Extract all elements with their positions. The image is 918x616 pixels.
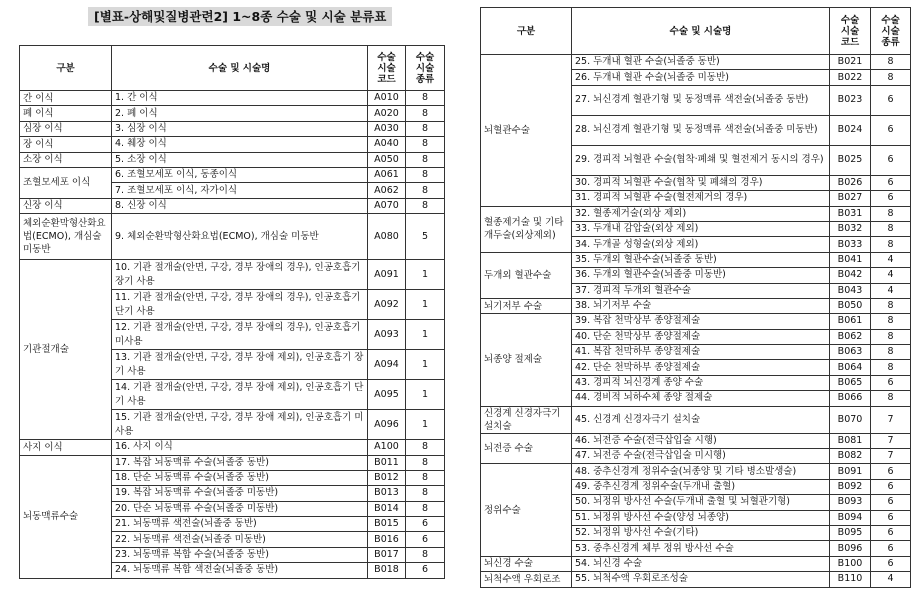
code-cell: B093: [830, 495, 871, 510]
table-row: [20, 121, 445, 136]
code-cell: B043: [830, 283, 871, 298]
type-cell: 1: [406, 260, 445, 290]
code-cell: B070: [830, 406, 871, 433]
table-row: [481, 464, 911, 479]
type-cell: 4: [871, 572, 911, 587]
code-cell: B094: [830, 510, 871, 525]
code-cell: A062: [368, 183, 406, 198]
table-row: [481, 406, 911, 433]
type-cell: 1: [406, 290, 445, 320]
category-cell: 뇌신경 수술: [481, 556, 572, 571]
name-cell: 34. 두개골 성형술(외상 제외): [572, 237, 830, 252]
name-cell: 32. 혈종제거술(외상 제외): [572, 206, 830, 221]
category-cell: 신경계 신경자극기 설치술: [481, 406, 572, 433]
name-cell: 24. 뇌동맥류 복합 색전술(뇌졸중 동반): [112, 563, 368, 578]
name-cell: 2. 폐 이식: [112, 106, 368, 121]
category-cell: 뇌종양 절제술: [481, 314, 572, 406]
name-cell: 17. 복잡 뇌동맥류 수술(뇌졸중 동반): [112, 455, 368, 470]
document-title: [별표-상해및질병관련2] 1~8종 수술 및 시술 분류표: [88, 7, 392, 26]
name-cell: 14. 기관 절개술(안면, 구강, 경부 장애 제외), 인공호흡기 단기 사용: [112, 380, 368, 410]
name-cell: 6. 조혈모세포 이식, 동종이식: [112, 167, 368, 182]
header-name: 수술 및 시술명: [572, 8, 830, 55]
name-cell: 20. 단순 뇌동맥류 수술(뇌졸중 미동반): [112, 501, 368, 516]
name-cell: 7. 조혈모세포 이식, 자가이식: [112, 183, 368, 198]
name-cell: 4. 췌장 이식: [112, 137, 368, 152]
code-cell: A096: [368, 410, 406, 440]
code-cell: B082: [830, 449, 871, 464]
code-cell: A070: [368, 198, 406, 213]
code-cell: B015: [368, 517, 406, 532]
code-cell: A030: [368, 121, 406, 136]
type-cell: 6: [871, 541, 911, 556]
name-cell: 41. 복잡 천막하부 종양절제술: [572, 345, 830, 360]
name-cell: 26. 두개내 혈관 수술(뇌졸중 미동반): [572, 70, 830, 85]
name-cell: 15. 기관 절개술(안면, 구강, 경부 장애 제외), 인공호흡기 미사용: [112, 410, 368, 440]
table-row: [20, 455, 445, 470]
table-row: [20, 91, 445, 106]
table-row: [481, 556, 911, 571]
name-cell: 18. 단순 뇌동맥류 수술(뇌졸중 동반): [112, 470, 368, 485]
type-cell: 6: [871, 510, 911, 525]
code-cell: A095: [368, 380, 406, 410]
code-cell: B110: [830, 572, 871, 587]
type-cell: 8: [871, 237, 911, 252]
name-cell: 30. 경피적 뇌혈관 수술(협착 및 폐쇄의 경우): [572, 175, 830, 190]
type-cell: 8: [406, 106, 445, 121]
category-cell: 혈종제거술 및 기타 개두술(외상제외): [481, 206, 572, 252]
type-cell: 7: [871, 433, 911, 448]
code-cell: B014: [368, 501, 406, 516]
name-cell: 35. 두개외 혈관수술(뇌졸중 동반): [572, 252, 830, 267]
name-cell: 12. 기관 절개술(안면, 구강, 경부 장애의 경우), 인공호흡기 미사용: [112, 320, 368, 350]
classification-table-left: [19, 45, 445, 579]
code-cell: A040: [368, 137, 406, 152]
type-cell: 8: [406, 121, 445, 136]
table-row: [20, 198, 445, 213]
table-row: [20, 214, 445, 260]
type-cell: 4: [871, 283, 911, 298]
name-cell: 44. 경비적 뇌하수체 종양 절제술: [572, 391, 830, 406]
type-cell: 1: [406, 410, 445, 440]
name-cell: 3. 심장 이식: [112, 121, 368, 136]
category-cell: 신장 이식: [20, 198, 112, 213]
type-cell: 8: [871, 360, 911, 375]
type-cell: 6: [871, 556, 911, 571]
name-cell: 54. 뇌신경 수술: [572, 556, 830, 571]
code-cell: B022: [830, 70, 871, 85]
code-cell: B016: [368, 532, 406, 547]
table-row: [20, 152, 445, 167]
category-cell: 뇌전증 수술: [481, 433, 572, 464]
category-cell: 심장 이식: [20, 121, 112, 136]
type-cell: 8: [406, 152, 445, 167]
name-cell: 45. 신경계 신경자극기 설치술: [572, 406, 830, 433]
code-cell: B017: [368, 547, 406, 562]
code-cell: B100: [830, 556, 871, 571]
code-cell: B041: [830, 252, 871, 267]
code-cell: B095: [830, 525, 871, 540]
category-cell: 소장 이식: [20, 152, 112, 167]
name-cell: 5. 소장 이식: [112, 152, 368, 167]
name-cell: 50. 뇌정위 방사선 수술(두개내 출혈 및 뇌혈관기형): [572, 495, 830, 510]
code-cell: A091: [368, 260, 406, 290]
code-cell: A050: [368, 152, 406, 167]
type-cell: 8: [871, 70, 911, 85]
name-cell: 28. 뇌신경계 혈관기형 및 동정맥류 색전술(뇌졸중 미동반): [572, 115, 830, 145]
name-cell: 36. 두개외 혈관수술(뇌졸중 미동반): [572, 268, 830, 283]
code-cell: A061: [368, 167, 406, 182]
code-cell: B031: [830, 206, 871, 221]
name-cell: 42. 단순 천막하부 종양절제술: [572, 360, 830, 375]
code-cell: A100: [368, 440, 406, 455]
code-cell: B026: [830, 175, 871, 190]
table-row: [481, 572, 911, 587]
type-cell: 8: [406, 91, 445, 106]
name-cell: 29. 경피적 뇌혈관 수술(협착·폐쇄 및 혈전제거 동시의 경우): [572, 145, 830, 175]
name-cell: 23. 뇌동맥류 복합 수술(뇌졸중 동반): [112, 547, 368, 562]
table-row: [481, 206, 911, 221]
code-cell: B012: [368, 470, 406, 485]
type-cell: 8: [406, 455, 445, 470]
type-cell: 8: [871, 221, 911, 236]
type-cell: 6: [871, 479, 911, 494]
name-cell: 52. 뇌정위 방사선 수술(기타): [572, 525, 830, 540]
table-row: [20, 440, 445, 455]
type-cell: 6: [871, 175, 911, 190]
code-cell: B032: [830, 221, 871, 236]
code-cell: B091: [830, 464, 871, 479]
header-name: 수술 및 시술명: [112, 46, 368, 91]
type-cell: 5: [406, 214, 445, 260]
code-cell: A020: [368, 106, 406, 121]
type-cell: 8: [871, 206, 911, 221]
type-cell: 8: [406, 470, 445, 485]
type-cell: 8: [871, 329, 911, 344]
name-cell: 37. 경피적 두개외 혈관수술: [572, 283, 830, 298]
category-cell: 조혈모세포 이식: [20, 167, 112, 198]
header-category: 구분: [481, 8, 572, 55]
category-cell: 사지 이식: [20, 440, 112, 455]
code-cell: B066: [830, 391, 871, 406]
type-cell: 6: [871, 191, 911, 206]
name-cell: 43. 경피적 뇌신경계 종양 수술: [572, 375, 830, 390]
classification-table-right: [480, 7, 911, 588]
name-cell: 48. 중추신경계 정위수술(뇌종양 및 기타 병소발생술): [572, 464, 830, 479]
type-cell: 8: [406, 547, 445, 562]
code-cell: A093: [368, 320, 406, 350]
name-cell: 25. 두개내 혈관 수술(뇌졸중 동반): [572, 55, 830, 70]
type-cell: 8: [406, 183, 445, 198]
category-cell: 뇌척수액 우회로조: [481, 572, 572, 587]
name-cell: 40. 단순 천막상부 종양절제술: [572, 329, 830, 344]
category-cell: 두개외 혈관수술: [481, 252, 572, 298]
code-cell: B064: [830, 360, 871, 375]
code-cell: B033: [830, 237, 871, 252]
name-cell: 9. 체외순환막형산화요법(ECMO), 개심술 미동반: [112, 214, 368, 260]
type-cell: 6: [871, 525, 911, 540]
table-row: [481, 314, 911, 329]
table-row: [20, 106, 445, 121]
code-cell: A092: [368, 290, 406, 320]
table-row: [481, 55, 911, 70]
header-type: 수술 시술 종류: [871, 8, 911, 55]
header-category: 구분: [20, 46, 112, 91]
category-cell: 간 이식: [20, 91, 112, 106]
name-cell: 1. 간 이식: [112, 91, 368, 106]
header-code: 수술 시술 코드: [368, 46, 406, 91]
category-cell: 장 이식: [20, 137, 112, 152]
code-cell: B081: [830, 433, 871, 448]
name-cell: 11. 기관 절개술(안면, 구강, 경부 장애의 경우), 인공호흡기 단기 사용: [112, 290, 368, 320]
category-cell: 폐 이식: [20, 106, 112, 121]
name-cell: 21. 뇌동맥류 색전술(뇌졸중 동반): [112, 517, 368, 532]
name-cell: 47. 뇌전증 수술(전극삽입술 미시행): [572, 449, 830, 464]
category-cell: 뇌기저부 수술: [481, 298, 572, 313]
type-cell: 8: [406, 137, 445, 152]
code-cell: B096: [830, 541, 871, 556]
type-cell: 8: [406, 440, 445, 455]
code-cell: B050: [830, 298, 871, 313]
type-cell: 8: [406, 198, 445, 213]
code-cell: B011: [368, 455, 406, 470]
name-cell: 49. 중추신경계 정위수술(두개내 출혈): [572, 479, 830, 494]
code-cell: A094: [368, 350, 406, 380]
name-cell: 39. 복잡 천막상부 종양절제술: [572, 314, 830, 329]
type-cell: 7: [871, 449, 911, 464]
category-cell: 뇌동맥류수술: [20, 455, 112, 578]
category-cell: 체외순환막형산화요법(ECMO), 개심술미동반: [20, 214, 112, 260]
type-cell: 7: [871, 406, 911, 433]
category-cell: 뇌혈관수술: [481, 55, 572, 207]
header-code: 수술 시술 코드: [830, 8, 871, 55]
type-cell: 6: [871, 145, 911, 175]
code-cell: B062: [830, 329, 871, 344]
type-cell: 6: [871, 375, 911, 390]
name-cell: 16. 사지 이식: [112, 440, 368, 455]
name-cell: 38. 뇌기저부 수술: [572, 298, 830, 313]
table-row: [481, 433, 911, 448]
code-cell: B025: [830, 145, 871, 175]
code-cell: B061: [830, 314, 871, 329]
type-cell: 6: [406, 517, 445, 532]
name-cell: 8. 신장 이식: [112, 198, 368, 213]
name-cell: 31. 경피적 뇌혈관 수술(혈전제거의 경우): [572, 191, 830, 206]
type-cell: 6: [871, 495, 911, 510]
type-cell: 6: [871, 464, 911, 479]
name-cell: 55. 뇌척수액 우회로조성술: [572, 572, 830, 587]
code-cell: B023: [830, 85, 871, 115]
type-cell: 1: [406, 380, 445, 410]
type-cell: 8: [871, 298, 911, 313]
name-cell: 13. 기관 절개술(안면, 구강, 경부 장애 제외), 인공호흡기 장기 사용: [112, 350, 368, 380]
code-cell: B024: [830, 115, 871, 145]
type-cell: 6: [406, 532, 445, 547]
code-cell: B021: [830, 55, 871, 70]
code-cell: B092: [830, 479, 871, 494]
code-cell: A080: [368, 214, 406, 260]
type-cell: 8: [406, 486, 445, 501]
table-row: [481, 298, 911, 313]
type-cell: 6: [871, 115, 911, 145]
type-cell: 4: [871, 252, 911, 267]
table-row: [20, 167, 445, 182]
table-row: [481, 252, 911, 267]
name-cell: 22. 뇌동맥류 색전술(뇌졸중 미동반): [112, 532, 368, 547]
type-cell: 1: [406, 350, 445, 380]
code-cell: B013: [368, 486, 406, 501]
header-type: 수술 시술 종류: [406, 46, 445, 91]
code-cell: B042: [830, 268, 871, 283]
type-cell: 6: [406, 563, 445, 578]
table-row: [20, 137, 445, 152]
type-cell: 6: [871, 85, 911, 115]
name-cell: 33. 두개내 감압술(외상 제외): [572, 221, 830, 236]
code-cell: B027: [830, 191, 871, 206]
name-cell: 10. 기관 절개술(안면, 구강, 경부 장애의 경우), 인공호흡기 장기 사용: [112, 260, 368, 290]
code-cell: A010: [368, 91, 406, 106]
name-cell: 27. 뇌신경계 혈관기형 및 동정맥류 색전술(뇌졸중 동반): [572, 85, 830, 115]
type-cell: 8: [871, 345, 911, 360]
code-cell: B065: [830, 375, 871, 390]
name-cell: 19. 복잡 뇌동맥류 수술(뇌졸중 미동반): [112, 486, 368, 501]
type-cell: 8: [871, 314, 911, 329]
name-cell: 51. 뇌정위 방사선 수술(양성 뇌종양): [572, 510, 830, 525]
code-cell: B018: [368, 563, 406, 578]
category-cell: 기관절개술: [20, 260, 112, 440]
type-cell: 1: [406, 320, 445, 350]
name-cell: 46. 뇌전증 수술(전극삽입술 시행): [572, 433, 830, 448]
type-cell: 8: [871, 55, 911, 70]
type-cell: 8: [871, 391, 911, 406]
type-cell: 8: [406, 501, 445, 516]
table-row: [20, 260, 445, 290]
category-cell: 정위수술: [481, 464, 572, 556]
type-cell: 8: [406, 167, 445, 182]
code-cell: B063: [830, 345, 871, 360]
type-cell: 4: [871, 268, 911, 283]
name-cell: 53. 중추신경계 체부 정위 방사선 수술: [572, 541, 830, 556]
